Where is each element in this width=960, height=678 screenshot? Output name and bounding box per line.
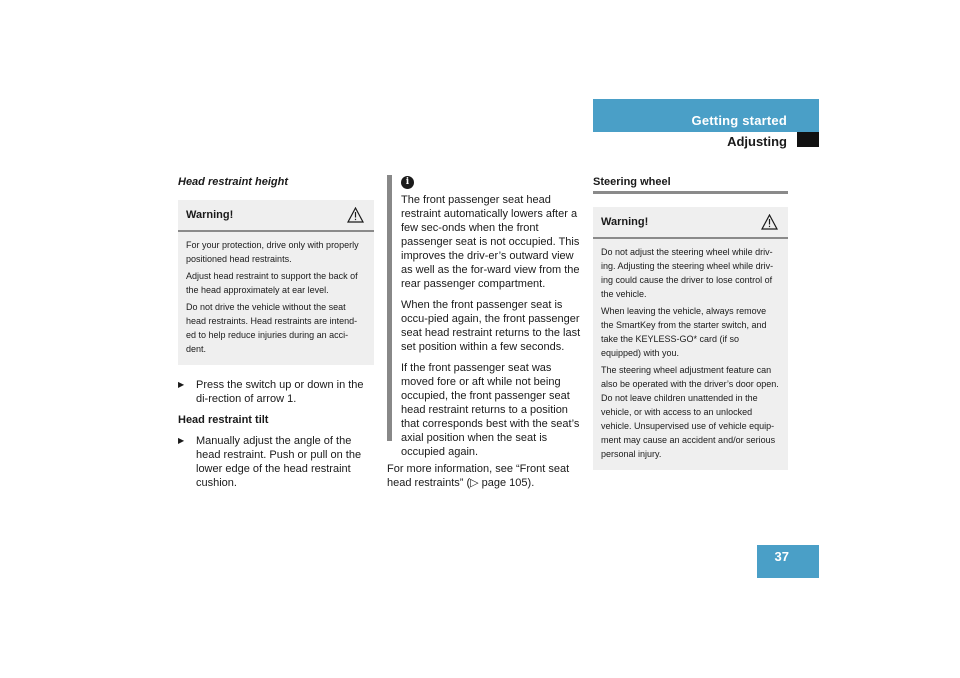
more-info-reference: For more information, see “Front seat head restraints” (▷ page 105). — [387, 463, 570, 489]
bullet-arrow-icon: ▶ — [178, 436, 185, 445]
bullet-arrow-icon: ▶ — [178, 380, 185, 389]
warning-triangle-icon — [761, 214, 778, 230]
warning-paragraph: The steering wheel adjustment feature can also be operated with the driver’s door open. Do not leave children unattended in the vehicle, or with access to an unlocked vehicle. Unsupervised use of vehicle equip-ment may cause an accident and/or serious personal injury. — [601, 365, 779, 459]
info-side-bar — [387, 175, 392, 441]
warning-body — [178, 232, 374, 365]
instruction-bullet — [178, 378, 374, 406]
warning-paragraph: For your protection, drive only with properly positioned head restraints. — [186, 240, 359, 264]
warning-paragraph: Do not drive the vehicle without the seat head restraints. Head restraints are intend-ed to help reduce injuries during an acci-dent. — [186, 302, 358, 354]
section-header — [593, 99, 819, 132]
instruction-text: Manually adjust the angle of the head restraint. Push or pull on the lower edge of the head restraint cushion. — [196, 435, 362, 489]
steering-wheel-heading: Steering wheel — [593, 175, 788, 194]
page-number: 37 — [774, 549, 789, 564]
column-steering-wheel — [593, 175, 788, 470]
warning-paragraph: Do not adjust the steering wheel while driv-ing. Adjusting the steering wheel while driv-ing could cause the driver to lose control of the vehicle. — [601, 247, 774, 299]
info-note — [401, 176, 583, 466]
warning-body — [593, 239, 788, 470]
warning-header — [593, 207, 788, 239]
instruction-bullet — [178, 434, 374, 490]
warning-title: Warning! — [601, 216, 649, 228]
section-title: Getting started — [691, 113, 787, 128]
warning-triangle-icon — [347, 207, 364, 223]
warning-box-head-restraint — [178, 200, 374, 365]
warning-box-steering — [593, 207, 788, 470]
head-restraint-height-heading: Head restraint height — [178, 176, 289, 188]
info-paragraph: When the front passenger seat is occu-pied again, the front passenger seat head restraint returns to the last set position within a few seconds. — [401, 299, 581, 353]
info-icon: i — [401, 176, 414, 189]
subsection-title: Adjusting — [727, 134, 787, 149]
head-restraint-tilt-heading: Head restraint tilt — [178, 414, 269, 426]
column-head-restraint — [178, 175, 374, 490]
info-paragraph: The front passenger seat head restraint automatically lowers after a few sec-onds when the front passenger seat is not occupied. This improves the driv-er’s outward view as well as the for-ward view from the rear passenger compartment. — [401, 194, 580, 290]
warning-paragraph: Adjust head restraint to support the back of the head approximately at ear level. — [186, 271, 358, 295]
info-paragraph: If the front passenger seat was moved fore or aft while not being occupied, the front passenger seat head restraint returns to a position that corresponds best with the seat’s axial position when the seat is occupied again. — [401, 362, 580, 458]
page-number-box — [757, 545, 819, 578]
warning-paragraph: When leaving the vehicle, always remove the SmartKey from the starter switch, and take the KEYLESS-GO* card (if so equipped) with you. — [601, 306, 767, 358]
header-marker — [797, 132, 819, 147]
warning-title: Warning! — [186, 209, 234, 221]
instruction-text: Press the switch up or down in the di-rection of arrow 1. — [196, 379, 364, 405]
warning-header — [178, 200, 374, 232]
